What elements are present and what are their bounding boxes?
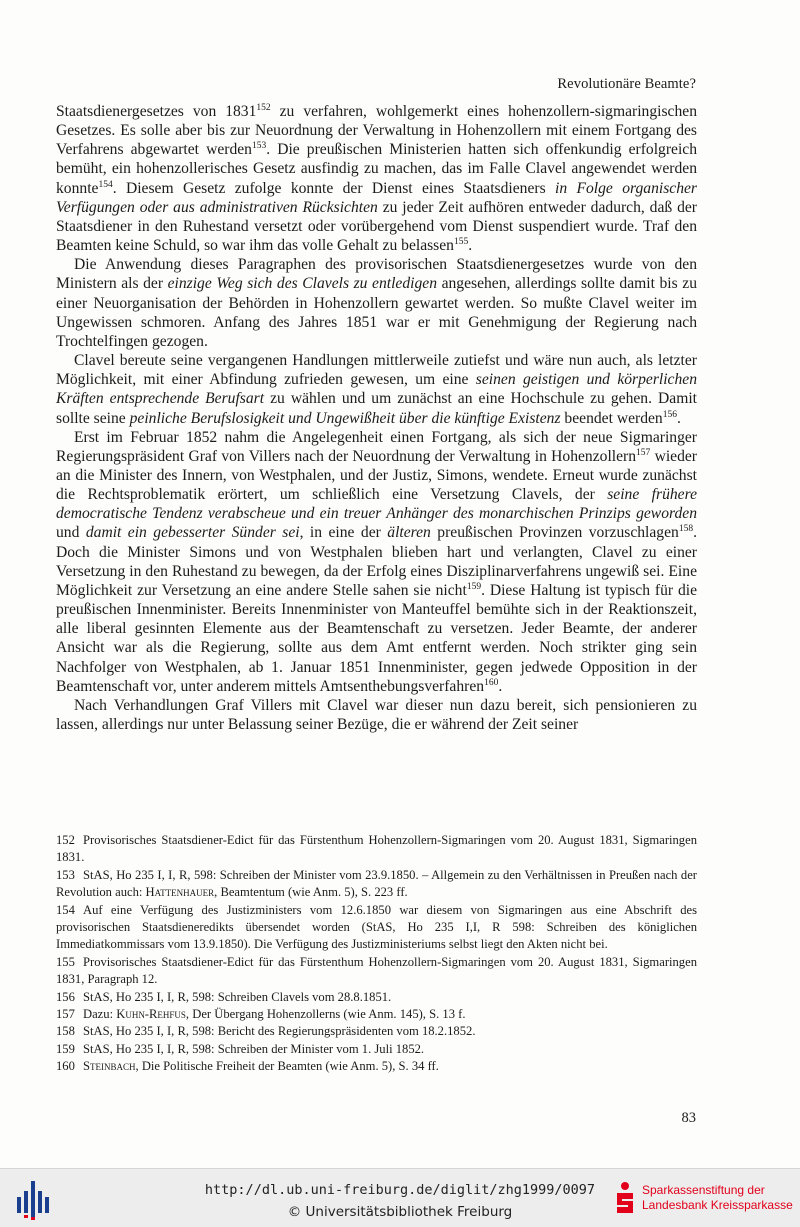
sponsor-text	[642, 1183, 793, 1213]
emphasis: seine frühere democratische Tendenz verabscheue und ein treuer Anhänger des monarchischen Prinzips geworden	[56, 486, 697, 523]
sponsor-line-1: Sparkassenstiftung der	[642, 1183, 765, 1197]
author-name: Kuhn-Rehfus	[116, 1007, 186, 1022]
paragraph: Clavel bereute seine vergangenen Handlungen mittlerweile zutiefst und wäre nun auch, als letzter Möglichkeit, mit einer Abfindung zufrieden gewesen, um eine seinen geistigen und körperlichen Kräften entsprechende Berufsart zu wählen und um zunächst an eine Hochschule zu gehen. Damit sollte seine peinliche Berufslosigkeit und Ungewißheit über die künftige Existenz beendet werden$^{156}$.	[56, 352, 697, 427]
footnote-number: 152	[56, 833, 75, 847]
footnote: 152 Provisorisches Staatsdiener-Edict für das Fürstenthum Hohenzollern-Sigmaringen vom 20. August 1831, Sigmaringen 1831.	[56, 833, 697, 865]
footnote: 156 StAS, Ho 235 I, I, R, 598: Schreiben Clavels vom 28.8.1851.	[56, 989, 697, 1006]
footnote-ref: 156	[662, 409, 677, 420]
footnote-number: 154	[56, 902, 75, 917]
emphasis: älteren	[387, 524, 431, 542]
emphasis: seinen geistigen und körperlichen Kräften entsprechende Berufsart	[56, 371, 697, 408]
main-text	[56, 102, 697, 734]
author-name: Hattenhauer	[145, 885, 215, 900]
footnote-number: 160	[56, 1059, 75, 1074]
footnote-ref: 153	[251, 141, 267, 152]
footnote-number: 158	[56, 1024, 75, 1039]
footnote-ref: 152	[256, 103, 271, 113]
emphasis: damit ein gebesserter Sünder sei	[85, 524, 300, 542]
page-number: 83	[681, 1110, 696, 1126]
footnote-number: 159	[56, 1041, 75, 1056]
footnote: 159 StAS, Ho 235 I, I, R, 598: Schreiben der Minister vom 1. Juli 1852.	[56, 1041, 697, 1058]
sparkasse-logo-icon	[614, 1181, 636, 1215]
footnote-ref: 155	[453, 237, 469, 248]
footnotes	[56, 832, 697, 1076]
emphasis: einzige Weg sich des Clavels zu entledigen	[167, 275, 437, 293]
author-name: Steinbach	[83, 1059, 136, 1074]
paragraph: Die Anwendung dieses Paragraphen des provisorischen Staatsdienergesetzes wurde von den Ministern als der einzige Weg sich des Clavels zu entledigen angesehen, allerdings sollte damit bis zu einer Neuorganisation der Behörden in Hohenzollern gewartet werden. So mußte Clavel weiter im Ungewissen schmoren. Anfang des Jahres 1851 war er mit Genehmigung der Regierung nach Trochtelfingen gezogen.	[56, 256, 697, 350]
footnote-ref: 157	[636, 447, 651, 458]
emphasis: peinliche Berufslosigkeit und Ungewißheit über die künftige Existenz	[129, 409, 561, 427]
footnote-ref: 159	[466, 581, 482, 592]
footnote-number: 155	[56, 954, 75, 969]
sponsor[interactable]	[614, 1177, 794, 1221]
footnote-number: 157	[56, 1007, 75, 1022]
footnote: 154 Auf eine Verfügung des Justizministers vom 12.6.1850 war diesem von Sigmaringen aus eine Abschrift des provisorischen Staatsdieneredikts übersendet worden (StAS, Ho 235 I,I, R 598: Schreiben des königlichen Immediatkommissars vom 13.9.1850). Die Verfügung des Justizministeriums selbst liegt den Akten nicht bei.	[56, 902, 697, 952]
footnote-number: 156	[56, 989, 75, 1004]
footnote-ref: 160	[484, 677, 499, 688]
footnote-ref: 158	[678, 524, 694, 535]
sponsor-line-2: Landesbank Kreissparkasse	[642, 1198, 793, 1212]
footnote: 153 StAS, Ho 235 I, I, R, 598: Schreiben der Minister vom 23.9.1850. – Allgemein zu den Verhältnissen in Preußen nach der Revolution auch: Hattenhauer, Beamtentum (wie Anm. 5), S. 223 ff.	[56, 867, 697, 900]
footnote: 160 Steinbach, Die Politische Freiheit der Beamten (wie Anm. 5), S. 34 ff.	[56, 1058, 697, 1075]
footnote: 155 Provisorisches Staatsdiener-Edict für das Fürstenthum Hohenzollern-Sigmaringen vom 20. August 1831, Sigmaringen 1831, Paragraph 12.	[56, 954, 697, 987]
footnote-number: 153	[56, 867, 75, 882]
emphasis: in Folge organischer Verfügungen oder aus administrativen Rücksichten	[56, 179, 697, 216]
running-head: Revolutionäre Beamte?	[557, 76, 696, 92]
paragraph: Staatsdienergesetzes von 1831$^{152}$ zu verfahren, wohlgemerkt eines hohenzollern-sigmaringischen Gesetzes. Es solle aber bis zur Neuordnung der Verwaltung in Hohenzollern mit einem Fortgang des Verfahrens abgewartet werden$^{153}$. Die preußischen Ministerien hatten sich offenkundig erfolgreich bemüht, ein hohenzollerisches Gesetz ausfindig zu machen, das im Falle Clavel angewendet werden konnte$^{154}$. Diesem Gesetz zufolge konnte der Dienst eines Staatsdieners in Folge organischer Verfügungen oder aus administrativen Rücksichten zu jeder Zeit aufhören entweder dadurch, daß der Staatsdiener in den Ruhestand versetzt oder vorübergehend vom Dienst suspendiert wurde. Traf den Beamten keine Schuld, so war ihm das volle Gehalt zu belassen$^{155}$.	[56, 103, 697, 255]
copyright-notice: © Universitätsbibliothek Freiburg	[287, 1204, 513, 1220]
paragraph: Nach Verhandlungen Graf Villers mit Clavel war dieser nun dazu bereit, sich pensionieren zu lassen, allerdings nur unter Belassung seiner Bezüge, die er während der Zeit seiner	[56, 696, 697, 733]
paragraph: Erst im Februar 1852 nahm die Angelegenheit einen Fortgang, als sich der neue Sigmaringer Regierungspräsident Graf von Villers nach der Neuordnung der Verwaltung in Hohenzollern$^{157}$ wieder an die Minister des Innern, von Westphalen, und der Justiz, Simons, wendete. Erneut wurde zunächst die Rechtsproblematik erörtert, um schließlich eine Versetzung Clavels, der seine frühere democratische Tendenz verabscheue und ein treuer Anhänger des monarchischen Prinzips geworden und damit ein gebesserter Sünder sei, in eine der älteren preußischen Provinzen vorzuschlagen$^{158}$. Doch die Minister Simons und von Westphalen blieben hart und verlangten, Clavel zu einer Versetzung in den Ruhestand zu bewegen, da der Erfolg eines Disziplinarverfahrens ungewiß sei. Eine Möglichkeit zur Versetzung an eine andere Stelle sahen sie nicht$^{159}$. Diese Haltung ist typisch für die preußischen Innenminister. Bereits Innenminister von Manteuffel bemühte sich in der Reaktionszeit, alle liberal gesinnten Elemente aus der Beamtenschaft zu versetzen. Jeder Beamte, der anderer Ansicht war als die Regierung, sollte aus dem Amt entfernt werden. Noch strikter ging sein Nachfolger von Westphalen, ab 1. Januar 1851 Innenminister, gegen jedwede Opposition in der Beamtenschaft vor, unter anderem mittels Amtsenthebungsverfahren$^{160}$.	[56, 428, 697, 695]
footnote: 157 Dazu: Kuhn-Rehfus, Der Übergang Hohenzollerns (wie Anm. 145), S. 13 f.	[56, 1006, 697, 1023]
footnote-ref: 154	[98, 179, 113, 190]
permalink-url[interactable]: http://dl.ub.uni-freiburg.de/diglit/zhg1999/0097	[204, 1182, 596, 1198]
viewer-footer	[0, 1168, 800, 1227]
footnote: 158 StAS, Ho 235 I, I, R, 598: Bericht des Regierungspräsidenten vom 18.2.1852.	[56, 1023, 697, 1040]
